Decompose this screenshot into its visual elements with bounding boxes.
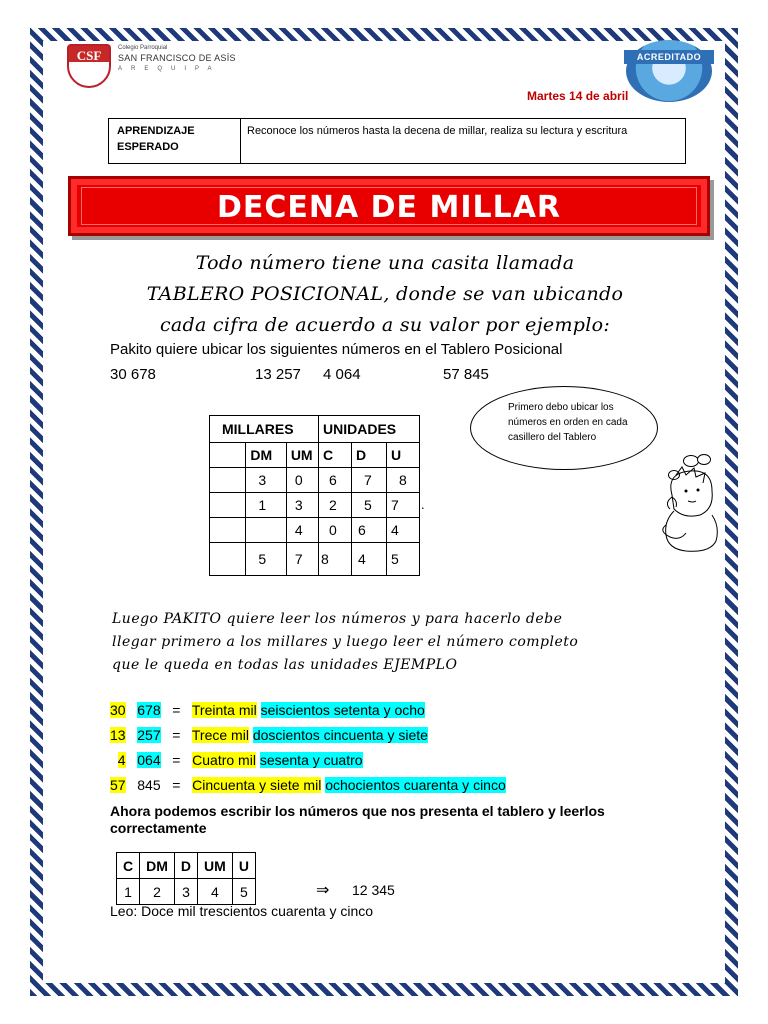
cell: 0	[286, 468, 318, 493]
blank-cell	[210, 468, 246, 493]
cell: 4	[286, 518, 318, 543]
example-units-text: doscientos cincuenta y siete	[252, 727, 428, 743]
group-header-unidades: UNIDADES	[319, 416, 420, 443]
number-2: 13 257	[255, 366, 301, 383]
reading-intro	[112, 608, 672, 677]
example-units: 064	[137, 752, 161, 768]
example-units-text: sesenta y cuatro	[259, 752, 363, 768]
col-d: D	[174, 853, 197, 879]
cell: 6	[352, 518, 387, 543]
table-row	[210, 518, 420, 543]
exercise-instructions: Ahora podemos escribir los números que nos presenta el tablero y leerlos correctamente	[110, 803, 605, 836]
final-reading: Leo: Doce mil trescientos cuarenta y cinco	[110, 903, 374, 919]
number-4: 57 845	[443, 366, 489, 383]
date: Martes 14 de abril	[527, 89, 629, 103]
label-line1: APRENDIZAJE	[117, 125, 195, 137]
col-c: C	[117, 853, 140, 879]
cell: 2	[319, 493, 352, 518]
cell: 3	[174, 879, 197, 905]
cell: 5	[232, 879, 255, 905]
example-thousands-text: Treinta mil	[191, 702, 257, 718]
col-dm: DM	[140, 853, 175, 879]
cell	[246, 518, 286, 543]
example-units-text: seiscientos setenta y ocho	[260, 702, 425, 718]
learning-objective-label	[109, 119, 241, 163]
example-units: 257	[137, 727, 161, 743]
equals: =	[172, 702, 181, 718]
cell: 7	[286, 543, 318, 576]
table-row	[210, 468, 420, 493]
cell: 3	[286, 493, 318, 518]
col-dm: DM	[246, 443, 286, 468]
example-thousands: 30	[110, 702, 126, 718]
table-row	[210, 493, 420, 518]
example-row	[110, 752, 363, 768]
number-3: 4 064	[323, 366, 361, 383]
blank-cell	[210, 493, 246, 518]
cell: 1	[246, 493, 286, 518]
blank-cell	[210, 518, 246, 543]
school-type: Colegio Parroquial	[118, 45, 168, 51]
learning-objective-box	[108, 118, 686, 164]
cell: 1	[117, 879, 140, 905]
intro-line3: cada cifra de acuerdo a su valor por ejemplo:	[159, 314, 611, 336]
intro-line1: Todo número tiene una casita llamada	[195, 252, 575, 274]
example-thousands-text: Cuatro mil	[192, 752, 256, 768]
thought-text: Primero debo ubicar los números en orden en cada casillero del Tablero	[508, 402, 628, 443]
cell: 5	[352, 493, 387, 518]
school-logo: CSF	[67, 44, 111, 88]
equals: =	[172, 777, 181, 793]
cell: 8	[387, 468, 420, 493]
cell: 8	[319, 543, 352, 576]
label-line2: ESPERADO	[117, 141, 179, 153]
final-position-table	[116, 852, 256, 905]
col-um: UM	[198, 853, 233, 879]
example-row	[110, 727, 428, 743]
blank-cell	[210, 443, 246, 468]
col-d: D	[352, 443, 387, 468]
thinking-boy-icon	[652, 465, 720, 557]
cell: 2	[140, 879, 175, 905]
intro-line2: TABLERO POSICIONAL, donde se van ubicando	[146, 283, 624, 305]
example-thousands: 4	[117, 752, 126, 768]
example-row	[110, 702, 425, 718]
col-c: C	[319, 443, 352, 468]
example-row	[110, 777, 506, 793]
group-header-millares: MILLARES	[210, 416, 319, 443]
title-banner	[68, 176, 710, 236]
cell: 4	[198, 879, 233, 905]
number-1: 30 678	[110, 366, 156, 383]
equals: =	[172, 727, 181, 743]
col-um: UM	[286, 443, 318, 468]
page-title: DECENA DE MILLAR	[216, 190, 562, 225]
reading-intro-line1: Luego PAKITO quiere leer los números y para hacerlo debe	[112, 611, 563, 627]
pakito-text: Pakito quiere ubicar los siguientes números en el Tablero Posicional	[110, 341, 563, 358]
cell: 6	[319, 468, 352, 493]
equals: =	[172, 752, 181, 768]
blank-cell	[210, 543, 246, 576]
thought-bubble-dot	[697, 454, 711, 465]
intro-paragraph	[100, 248, 670, 341]
cell: 5	[246, 543, 286, 576]
cell: 7	[387, 493, 420, 518]
trailing-dot: .	[421, 497, 425, 512]
example-units-text: ochocientos cuarenta y cinco	[325, 777, 506, 793]
col-u: U	[387, 443, 420, 468]
cell: 7	[352, 468, 387, 493]
example-units: 845	[137, 777, 161, 793]
table-row	[210, 543, 420, 576]
cell: 0	[319, 518, 352, 543]
reading-intro-line3: que le queda en todas las unidades EJEMPLO	[112, 657, 458, 673]
example-thousands: 57	[110, 777, 126, 793]
reading-intro-line2: llegar primero a los millares y luego leer el número completo	[112, 634, 579, 650]
position-table	[209, 415, 420, 576]
example-units: 678	[137, 702, 161, 718]
cell: 5	[387, 543, 420, 576]
final-number: 12 345	[352, 882, 395, 898]
learning-objective-text: Reconoce los números hasta la decena de millar, realiza su lectura y escritura	[247, 125, 628, 137]
accreditation-seal-label: ACREDITADO	[624, 50, 714, 64]
cell: 4	[352, 543, 387, 576]
cell: 4	[387, 518, 420, 543]
school-city: AREQUIPA	[118, 66, 221, 72]
example-thousands: 13	[110, 727, 126, 743]
table-row	[117, 879, 256, 905]
example-thousands-text: Cincuenta y siete mil	[192, 777, 322, 793]
school-name: SAN FRANCISCO DE ASÍS	[118, 53, 236, 63]
col-u: U	[232, 853, 255, 879]
arrow-icon: ⇒	[316, 882, 330, 899]
cell: 3	[246, 468, 286, 493]
example-thousands-text: Trece mil	[191, 727, 249, 743]
